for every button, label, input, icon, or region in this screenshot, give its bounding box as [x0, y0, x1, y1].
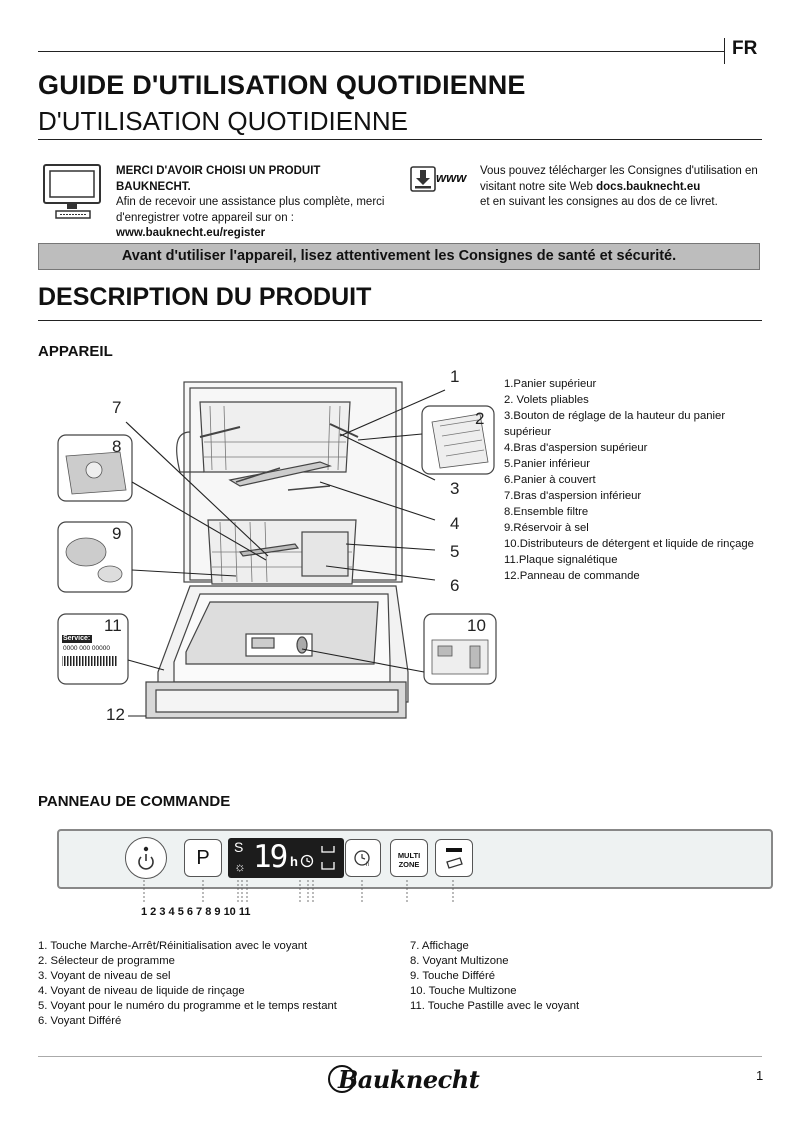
callout-8: 8 — [112, 437, 122, 456]
download-icon — [410, 166, 436, 192]
legend-item: 8. Voyant Multizone — [410, 955, 509, 967]
appareil-title: APPAREIL — [38, 343, 113, 360]
register-link[interactable]: www.bauknecht.eu/register — [116, 227, 266, 239]
legend-right — [410, 939, 579, 1014]
legend-item: 7. Affichage — [410, 940, 469, 952]
callout-7: 7 — [112, 398, 122, 417]
multizone-label-2: ZONE — [398, 860, 420, 869]
callout-10: 10 — [467, 616, 486, 635]
plate-label: Service: — [63, 635, 91, 642]
callout-9: 9 — [112, 524, 122, 543]
legend-item: 10. Touche Multizone — [410, 985, 517, 997]
intro-line-1: Afin de recevoir une assistance plus complète, merci — [116, 196, 385, 208]
hours-unit: h — [290, 854, 298, 869]
page-number: 1 — [756, 1068, 764, 1083]
section-title: DESCRIPTION DU PRODUIT — [38, 283, 372, 311]
legend-item: 9. Touche Différé — [410, 970, 495, 982]
legend-item: 2. Sélecteur de programme — [38, 955, 175, 967]
multizone-indicator-icon — [318, 842, 338, 876]
part-item: 9.Réservoir à sel — [504, 522, 589, 534]
download-line-3: et en suivant les consignes au dos de ce livret. — [480, 196, 718, 208]
callout-4: 4 — [450, 514, 460, 533]
page-subtitle: D'UTILISATION QUOTIDIENNE — [38, 106, 408, 136]
callout-3: 3 — [450, 479, 460, 498]
tablet-button[interactable] — [435, 839, 473, 877]
download-line-2 — [480, 180, 765, 196]
legend-item: 1. Touche Marche-Arrêt/Réinitialisation avec le voyant — [38, 940, 308, 952]
header-divider — [724, 38, 725, 64]
download-line-2-text: visitant notre site Web — [480, 180, 597, 193]
brand-wordmark: Bauknecht — [338, 1065, 480, 1094]
multizone-label-1: MULTI — [397, 851, 421, 860]
part-item: 2. Volets pliables — [504, 394, 589, 406]
legend-item: 6. Voyant Différé — [38, 1015, 122, 1027]
clock-icon — [346, 840, 380, 876]
safety-banner: Avant d'utiliser l'appareil, lisez attentivement les Consignes de santé et sécurité. — [38, 243, 760, 270]
intro-download — [480, 164, 765, 211]
panneau-title: PANNEAU DE COMMANDE — [38, 793, 231, 810]
footer-rule — [38, 1056, 762, 1057]
www-label: www — [436, 170, 467, 185]
power-icon — [126, 838, 166, 878]
intro-line-2: d'enregistrer votre appareil sur on : — [116, 211, 294, 224]
salt-indicator: S — [234, 839, 244, 855]
legend-item: 5. Voyant pour le numéro du programme et le temps restant — [38, 1000, 337, 1012]
callout-5: 5 — [450, 542, 460, 561]
part-item: 8.Ensemble filtre — [504, 506, 589, 518]
parts-list — [504, 376, 764, 584]
delay-button[interactable] — [345, 839, 381, 877]
legend-item: 4. Voyant de niveau de liquide de rinçage — [38, 985, 245, 997]
part-item: 12.Panneau de commande — [504, 570, 640, 582]
legend-item: 11. Touche Pastille avec le voyant — [410, 1000, 580, 1012]
part-item: 3.Bouton de réglage de la hauteur du panier — [504, 410, 726, 422]
power-button[interactable] — [125, 837, 167, 879]
svg-text:h: h — [366, 862, 370, 868]
download-line-1: Vous pouvez télécharger les Consignes d'utilisation en — [480, 165, 758, 177]
computer-icon — [42, 163, 102, 221]
callout-1: 1 — [450, 367, 460, 386]
display — [228, 838, 344, 878]
cutlery-basket — [302, 532, 348, 576]
multizone-button[interactable] — [390, 839, 428, 877]
part-item: 6.Panier à couvert — [504, 474, 596, 486]
delay-indicator-icon — [300, 853, 316, 869]
language-code: FR — [732, 38, 758, 59]
part-item: 10.Distributeurs de détergent et liquide de rinçage — [504, 538, 754, 550]
part-item: 4.Bras d'aspersion supérieur — [504, 442, 648, 454]
callout-6: 6 — [450, 576, 460, 595]
header-rule — [38, 51, 724, 52]
section-rule — [38, 320, 762, 321]
part-item: 7.Bras d'aspersion inférieur — [504, 490, 642, 502]
title-rule — [38, 139, 762, 140]
page-title: GUIDE D'UTILISATION QUOTIDIENNE — [38, 70, 526, 100]
intro-heading: MERCI D'AVOIR CHOISI UN PRODUIT BAUKNECHT. — [116, 165, 321, 193]
legend-left — [38, 939, 337, 1029]
callout-12: 12 — [106, 705, 125, 724]
rinse-aid-icon: ☼ — [234, 859, 246, 874]
tablet-icon — [436, 840, 472, 876]
legend-item: 3. Voyant de niveau de sel — [38, 970, 171, 982]
brand-logo — [328, 1063, 480, 1097]
intro-registration — [116, 164, 396, 242]
dishwasher-diagram — [40, 362, 500, 732]
indicator-numbers: 1 2 3 4 5 6 7 8 9 10 11 — [141, 906, 251, 918]
plate-number: 0000 000 00000 — [63, 645, 110, 652]
part-item: supérieur — [504, 426, 552, 438]
docs-link[interactable]: docs.bauknecht.eu — [596, 180, 701, 193]
upper-basket — [200, 402, 350, 472]
part-item: 11.Plaque signalétique — [504, 554, 618, 566]
part-item: 1.Panier supérieur — [504, 378, 597, 390]
program-selector-button[interactable]: P — [184, 839, 222, 877]
time-digits: 19 — [253, 839, 287, 875]
part-item: 5.Panier inférieur — [504, 458, 591, 470]
callout-2: 2 — [475, 409, 485, 428]
callout-11: 11 — [104, 616, 122, 635]
